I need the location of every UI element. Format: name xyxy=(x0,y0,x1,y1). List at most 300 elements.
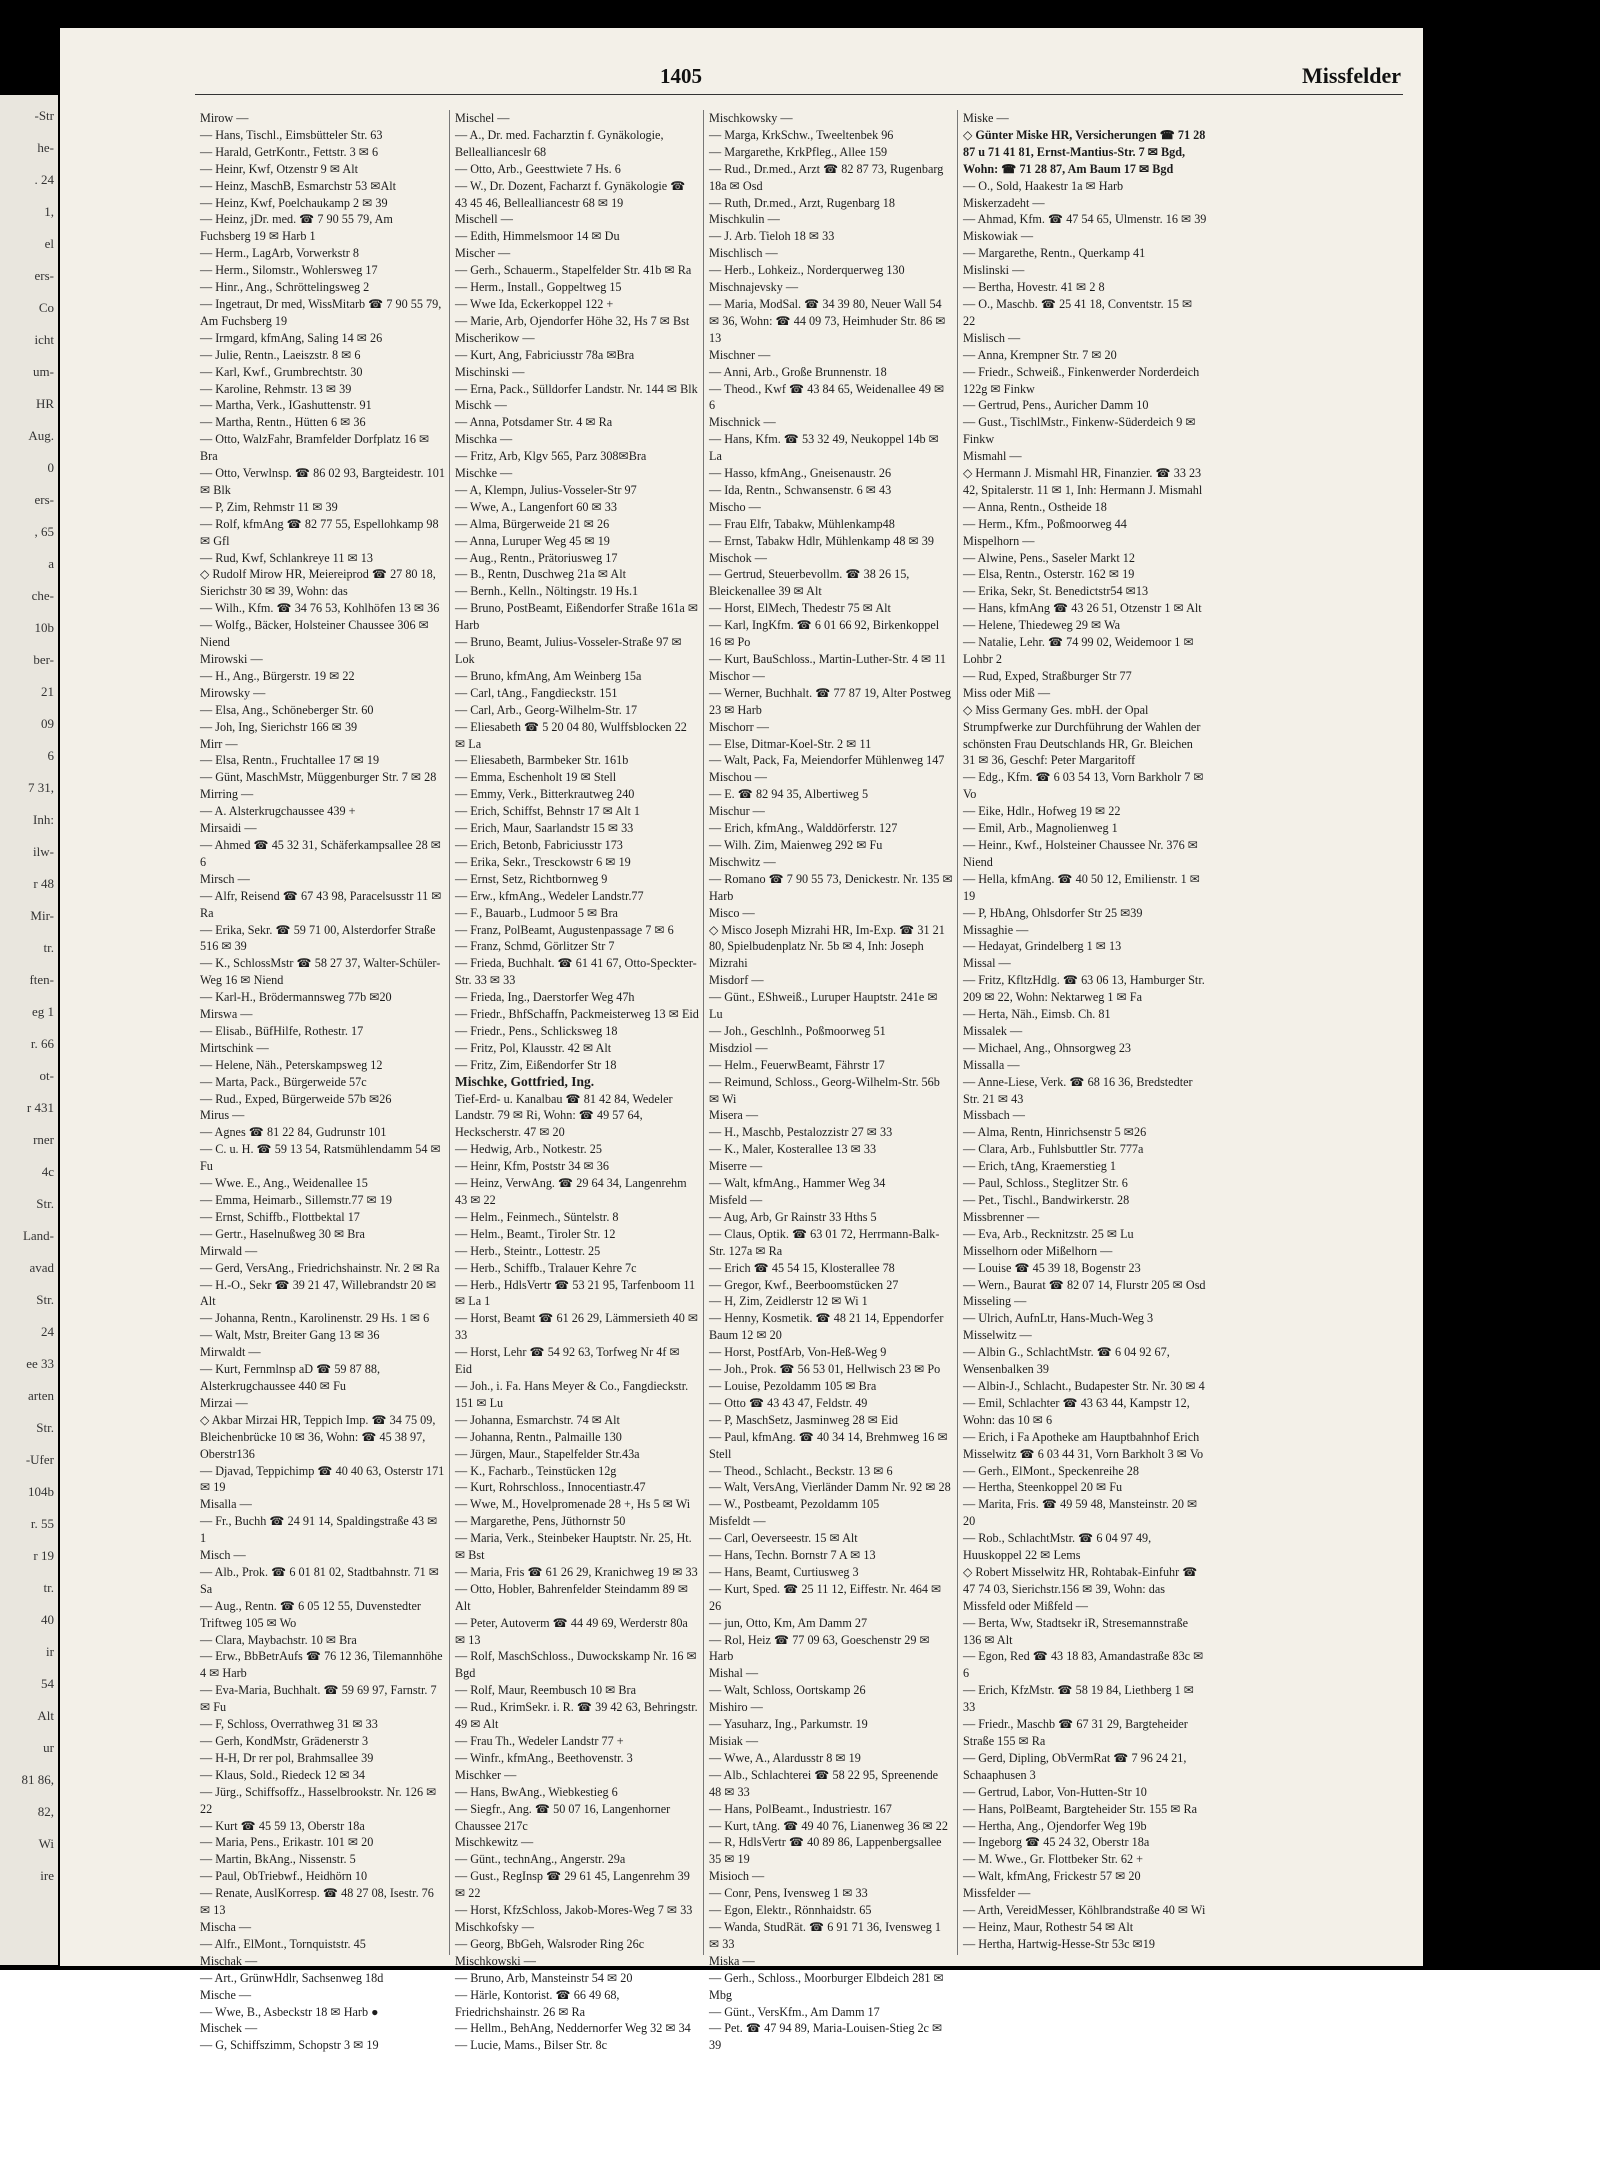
directory-entry: — R, HdlsVertr ☎ 40 89 86, Lappenbergsallee 35 ✉ 19 xyxy=(709,1835,942,1867)
directory-entry: — Otto, Hobler, Bahrenfelder Steindamm 89 ✉ Alt xyxy=(455,1581,689,1613)
directory-entry: Mirwaldt — xyxy=(200,1345,261,1360)
directory-entry: — Hans, PolBeamt., Industriestr. 167 xyxy=(709,1801,892,1816)
directory-entry: — Maria, Pens., Erikastr. 101 ✉ 20 xyxy=(200,1835,374,1850)
directory-entry: — Günt., technAng., Angerstr. 29a xyxy=(455,1852,626,1867)
directory-entry: — Martin, BkAng., Nissenstr. 5 xyxy=(200,1852,356,1867)
directory-entry: — Helm., Beamt., Tiroler Str. 12 xyxy=(455,1226,616,1241)
directory-entry: — Jürgen, Maur., Stapelfelder Str.43a xyxy=(455,1446,640,1461)
directory-entry: — Friedr., BhfSchaffn, Packmeisterweg 13 ✉ Eid xyxy=(455,1007,699,1022)
directory-entry: — Maria, Verk., Steinbeker Hauptstr. Nr. 25, Ht. ✉ Bst xyxy=(455,1531,692,1563)
directory-entry: — Marta, Pack., Bürgerweide 57c xyxy=(200,1074,367,1089)
directory-entry: — Wilh., Kfm. ☎ 34 76 53, Kohlhöfen 13 ✉ 36 xyxy=(200,601,440,616)
left-page-fragment: Str. xyxy=(36,1196,54,1211)
directory-entry: — Gertrud, Labor, Von-Hutten-Str 10 xyxy=(963,1784,1147,1799)
directory-entry: — Härle, Kontorist. ☎ 66 49 68, Friedrichshainstr. 26 ✉ Ra xyxy=(455,1987,620,2019)
directory-entry: — Rol, Heiz ☎ 77 09 63, Goeschenstr 29 ✉ Harb xyxy=(709,1632,930,1664)
directory-entry: — Carl, Arb., Georg-Wilhelm-Str. 17 xyxy=(455,702,638,717)
directory-entry: Mischkowski — xyxy=(455,1953,536,1968)
directory-entry: — Ahmed ☎ 45 32 31, Schäferkampsallee 28 ✉ 6 xyxy=(200,837,441,869)
directory-entry: — Yasuharz, Ing., Parkumstr. 19 xyxy=(709,1717,868,1732)
directory-entry: — Günt, MaschMstr, Müggenburger Str. 7 ✉ 28 xyxy=(200,770,437,785)
column-4 xyxy=(957,110,1211,1955)
directory-entry: Mischo — xyxy=(709,499,761,514)
directory-entry: — Louise ☎ 45 39 18, Bogenstr 23 xyxy=(963,1260,1141,1275)
directory-entry: — Kurt, Sped. ☎ 25 11 12, Eiffestr. Nr. 464 ✉ 26 xyxy=(709,1581,942,1613)
directory-entry: Mislinski — xyxy=(963,263,1025,278)
left-page-fragment: Alt xyxy=(37,1708,54,1723)
left-page-fragment: ber- xyxy=(33,652,54,667)
directory-entry: — Gerd, VersAng., Friedrichshainstr. Nr. 2 ✉ Ra xyxy=(200,1260,440,1275)
directory-entry: — Wwe Ida, Eckerkoppel 122 + xyxy=(455,296,614,311)
directory-entry: Miss oder Miß — xyxy=(963,685,1051,700)
left-page-fragment: 54 xyxy=(41,1676,54,1691)
directory-entry: — Martha, Verk., IGashuttenstr. 91 xyxy=(200,398,372,413)
directory-entry: — Bruno, Arb, Mansteinstr 54 ✉ 20 xyxy=(455,1970,633,1985)
directory-entry: — Wwe, M., Hovelpromenade 28 +, Hs 5 ✉ Wi xyxy=(455,1497,691,1512)
directory-entry: — Bertha, Hovestr. 41 ✉ 2 8 xyxy=(963,280,1105,295)
left-page-fragment: r 19 xyxy=(33,1548,54,1563)
directory-entry: Miske — xyxy=(963,111,1009,125)
directory-entry: — Karl, Kwf., Grumbrechtstr. 30 xyxy=(200,364,363,379)
directory-entry: — Friedr., Schweiß., Finkenwerder Norderdeich 122g ✉ Finkw xyxy=(963,364,1200,396)
directory-entry: Mirowski — xyxy=(200,652,263,666)
directory-entry: — Johanna, Rentn., Palmaille 130 xyxy=(455,1429,622,1444)
directory-entry: — Marie, Arb, Ojendorfer Höhe 32, Hs 7 ✉ Bst xyxy=(455,313,690,328)
directory-entry: — Herb., Lohkeiz., Norderquerweg 130 xyxy=(709,263,905,278)
directory-entry: — Kurt ☎ 45 59 13, Oberstr 18a xyxy=(200,1818,365,1833)
directory-entry: Miskowiak — xyxy=(963,229,1034,244)
adjacent-page-edge xyxy=(0,95,58,1965)
left-page-fragment: 1, xyxy=(44,204,54,219)
directory-entry: — Jürg., Schiffsoffz., Hasselbrookstr. Nr. 126 ✉ 22 xyxy=(200,1784,437,1816)
directory-entry: — Wwe. E., Ang., Weidenallee 15 xyxy=(200,1176,368,1191)
directory-entry: Missbach — xyxy=(963,1108,1025,1123)
left-page-fragment: 40 xyxy=(41,1612,54,1627)
left-page-fragment: avad xyxy=(29,1260,54,1275)
directory-entry: Mischorr — xyxy=(709,719,769,734)
directory-entry: — Hans, Techn. Bornstr 7 A ✉ 13 xyxy=(709,1548,876,1563)
left-page-fragment: 104b xyxy=(28,1484,54,1499)
directory-entry: ◇ Misco Joseph Mizrahi HR, Im-Exp. ☎ 31 21 80, Spielbudenplatz Nr. 5b ✉ 4, Inh: Joseph Mizrahi xyxy=(709,922,945,971)
directory-entry: — Erika, Sekr, St. Benedictstr54 ✉13 xyxy=(963,584,1149,599)
directory-entry: — Erich, KfzMstr. ☎ 58 19 84, Liethberg 1 ✉ 33 xyxy=(963,1683,1194,1715)
directory-entry: — Hertha, Hartwig-Hesse-Str 53c ✉19 xyxy=(963,1936,1155,1951)
directory-entry: — Gust., TischlMstr., Finkenw-Süderdeich 9 ✉ Finkw xyxy=(963,415,1196,447)
directory-entry: — Walt, Schloss, Oortskamp 26 xyxy=(709,1683,866,1698)
left-page-fragment: a xyxy=(48,556,54,571)
directory-entry: — H.-O., Sekr ☎ 39 21 47, Willebrandstr 20 ✉ Alt xyxy=(200,1277,437,1309)
directory-entry: — Alma, Bürgerweide 21 ✉ 26 xyxy=(455,516,610,531)
directory-entry: — Bruno, Beamt, Julius-Vosseler-Straße 97 ✉ Lok xyxy=(455,635,682,666)
directory-entry: — Herb., HdlsVertr ☎ 53 21 95, Tarfenboom 11 ✉ La 1 xyxy=(455,1277,696,1309)
directory-entry: — Erich, i Fa Apotheke am Hauptbahnhof Erich Misselwitz ☎ 6 03 44 31, Vorn Barkholt 3 ✉ Vo xyxy=(963,1429,1204,1461)
directory-entry: — Rud., KrimSekr. i. R. ☎ 39 42 63, Behringstr. 49 ✉ Alt xyxy=(455,1700,698,1732)
directory-entry: — Horst, PostfArb, Von-Heß-Weg 9 xyxy=(709,1345,887,1360)
directory-entry: — Frieda, Ing., Daerstorfer Weg 47h xyxy=(455,990,635,1005)
directory-entry: — Wolfg., Bäcker, Holsteiner Chaussee 306 ✉ Niend xyxy=(200,618,429,650)
directory-entry: — Herb., Steintr., Lottestr. 25 xyxy=(455,1243,601,1258)
left-page-fragment: el xyxy=(44,236,54,251)
directory-entry: — Anna, Krempner Str. 7 ✉ 20 xyxy=(963,347,1117,362)
directory-entry: — Heinr, Kfm, Poststr 34 ✉ 36 xyxy=(455,1159,609,1174)
left-page-fragment: rner xyxy=(33,1132,54,1147)
directory-entry: — Fr., Buchh ☎ 24 91 14, Spaldingstraße 43 ✉ 1 xyxy=(200,1514,438,1546)
directory-entry: — Franz, PolBeamt, Augustenpassage 7 ✉ 6 xyxy=(455,922,674,937)
directory-entry: — Hedayat, Grindelberg 1 ✉ 13 xyxy=(963,939,1122,954)
directory-entry: — Günt., EShweiß., Luruper Hauptstr. 241e ✉ Lu xyxy=(709,990,938,1022)
directory-entry: — Gerh., Schloss., Moorburger Elbdeich 281 ✉ Mbg xyxy=(709,1970,944,2002)
directory-entry: — Anne-Liese, Verk. ☎ 68 16 36, Bredstedter Str. 21 ✉ 43 xyxy=(963,1074,1193,1106)
directory-entry: — Frieda, Buchhalt. ☎ 61 41 67, Otto-Speckter-Str. 33 ✉ 33 xyxy=(455,956,697,988)
directory-entry: — Hans, BwAng., Wiebkestieg 6 xyxy=(455,1784,618,1799)
left-page-fragment: icht xyxy=(34,332,54,347)
directory-entry: Mischek — xyxy=(200,2021,258,2036)
left-page-fragment: 82, xyxy=(37,1804,54,1819)
directory-entry: Mischwitz — xyxy=(709,854,776,869)
directory-entry: — Else, Ditmar-Koel-Str. 2 ✉ 11 xyxy=(709,736,872,751)
left-page-fragment: ers- xyxy=(34,268,54,283)
directory-entry: Tief-Erd- u. Kanalbau ☎ 81 42 84, Wedeler Landstr. 79 ✉ Ri, Wohn: ☎ 49 57 64, Heckscherstr. 47 ✉ 20 xyxy=(455,1091,673,1140)
directory-entry: Misdorf — xyxy=(709,973,764,988)
directory-entry: — Lucie, Mams., Bilser Str. 8c xyxy=(455,2038,607,2053)
running-head: Missfelder xyxy=(1302,63,1401,88)
directory-entry: — Fritz, Arb, Klgv 565, Parz 308✉Bra xyxy=(455,449,647,464)
directory-entry: — Walt, kfmAng., Hammer Weg 34 xyxy=(709,1176,886,1191)
directory-entry: — Erich ☎ 45 54 15, Klosterallee 78 xyxy=(709,1260,895,1275)
directory-entry: — K., SchlossMstr ☎ 58 27 37, Walter-Schüler-Weg 16 ✉ Niend xyxy=(200,956,441,988)
directory-entry: — Eva-Maria, Buchhalt. ☎ 59 69 97, Farnstr. 7 ✉ Fu xyxy=(200,1683,437,1715)
directory-entry: — Hans, kfmAng ☎ 43 26 51, Otzenstr 1 ✉ Alt xyxy=(963,601,1202,616)
directory-entry: — Edg., Kfm. ☎ 6 03 54 13, Vorn Barkholr 7 ✉ Vo xyxy=(963,770,1204,802)
directory-entry: — H., Maschb, Pestalozzistr 27 ✉ 33 xyxy=(709,1125,893,1140)
directory-entry: — Wanda, StudRät. ☎ 6 91 71 36, Ivensweg 1 ✉ 33 xyxy=(709,1919,941,1951)
directory-entry: — Margarethe, Pens, Jüthornstr 50 xyxy=(455,1514,626,1529)
directory-entry: — Natalie, Lehr. ☎ 74 99 02, Weidemoor 1 ✉ Lohbr 2 xyxy=(963,635,1194,666)
directory-entry: — Renate, AuslKorresp. ☎ 48 27 08, Isestr. 76 ✉ 13 xyxy=(200,1886,434,1918)
directory-entry: — Ahmad, Kfm. ☎ 47 54 65, Ulmenstr. 16 ✉ 39 xyxy=(963,212,1207,227)
directory-entry: — Walt, kfmAng, Frickestr 57 ✉ 20 xyxy=(963,1869,1141,1884)
directory-entry: — Wilh. Zim, Maienweg 292 ✉ Fu xyxy=(709,837,883,852)
directory-entry: Mischkofsky — xyxy=(455,1919,534,1934)
directory-entry: — K., Facharb., Teinstücken 12g xyxy=(455,1463,617,1478)
directory-entry: ◇ Günter Miske HR, Versicherungen ☎ 71 28 87 u 71 41 81, Ernst-Mantius-Str. 7 ✉ Bgd, Wohn: ☎ 71 28 87, Am Baum 17 ✉ Bgd xyxy=(963,127,1206,176)
directory-entry: — Heinr, Kwf, Otzenstr 9 ✉ Alt xyxy=(200,161,358,176)
directory-entry: — Frau Th., Wedeler Landstr 77 + xyxy=(455,1734,624,1748)
directory-entry: — F., Bauarb., Ludmoor 5 ✉ Bra xyxy=(455,905,618,920)
directory-entry: — Erika, Sekr. ☎ 59 71 00, Alsterdorfer Straße 516 ✉ 39 xyxy=(200,922,436,954)
directory-entry: — Ingeborg ☎ 45 24 32, Oberstr 18a xyxy=(963,1835,1150,1850)
directory-entry: — Hedwig, Arb., Notkestr. 25 xyxy=(455,1142,602,1157)
directory-entry: — Erw., kfmAng., Wedeler Landstr.77 xyxy=(455,888,644,903)
left-page-fragment: 10b xyxy=(34,620,54,635)
directory-entry: — Helene, Näh., Peterskampsweg 12 xyxy=(200,1057,383,1072)
left-page-fragment: Land- xyxy=(22,1228,54,1243)
directory-entry: Mischel — xyxy=(455,111,510,125)
directory-entry: — Rolf, MaschSchloss., Duwockskamp Nr. 16 ✉ Bgd xyxy=(455,1649,697,1681)
directory-entry: Mischnick — xyxy=(709,415,776,430)
directory-entry: — Anni, Arb., Große Brunnenstr. 18 xyxy=(709,364,887,379)
directory-entry: — Erich, tAng, Kraemerstieg 1 xyxy=(963,1159,1116,1174)
directory-entry: — Wwe, A., Langenfort 60 ✉ 33 xyxy=(455,499,617,514)
directory-entry: Mirsaidi — xyxy=(200,821,257,836)
page-header xyxy=(60,28,1423,93)
left-page-fragment: Str. xyxy=(36,1420,54,1435)
directory-entry: — Ernst, Schiffb., Flottbektal 17 xyxy=(200,1209,360,1224)
left-page-fragment: ilw- xyxy=(33,844,54,859)
directory-entry: — Erich, Betonb, Fabriciusstr 173 xyxy=(455,837,623,852)
directory-entry: Miserre — xyxy=(709,1159,763,1174)
directory-entry: — Joh., Geschlnh., Poßmoorweg 51 xyxy=(709,1023,886,1038)
left-page-fragment: Co xyxy=(38,300,54,315)
directory-entry: — Wern., Baurat ☎ 82 07 14, Flurstr 205 ✉ Osd xyxy=(963,1277,1206,1292)
directory-entry: — Paul, kfmAng. ☎ 40 34 14, Brehmweg 16 ✉ Stell xyxy=(709,1429,948,1461)
directory-entry: — Alfr, Reisend ☎ 67 43 98, Paracelsusstr 11 ✉ Ra xyxy=(200,888,442,920)
directory-entry: — Heinz, jDr. med. ☎ 7 90 55 79, Am Fuchsberg 19 ✉ Harb 1 xyxy=(200,212,393,244)
directory-entry: — A., Dr. med. Facharztin f. Gynäkologie, Belleallianceslr 68 xyxy=(455,127,664,159)
directory-entry: — Werner, Buchhalt. ☎ 77 87 19, Alter Postweg 23 ✉ Harb xyxy=(709,685,951,717)
directory-entry: Mischkulin — xyxy=(709,212,780,227)
directory-entry: Mischur — xyxy=(709,804,765,819)
directory-entry: — Elsa, Rentn., Osterstr. 162 ✉ 19 xyxy=(963,567,1135,582)
directory-entry: Mischka — xyxy=(455,432,513,447)
directory-entry: — Horst, ElMech, Thedestr 75 ✉ Alt xyxy=(709,601,891,616)
directory-entry: — Eliesabeth ☎ 5 20 04 80, Wulffsblocken 22 ✉ La xyxy=(455,719,687,751)
directory-entry: — Theod., Kwf ☎ 43 84 65, Weidenallee 49 ✉ 6 xyxy=(709,381,945,413)
directory-entry: Mirtschink — xyxy=(200,1040,269,1055)
left-page-fragment: . 24 xyxy=(34,172,54,187)
directory-entry: — Heinz, Maur, Rothestr 54 ✉ Alt xyxy=(963,1919,1134,1934)
directory-entry: Mische — xyxy=(200,1987,252,2002)
directory-entry: — Emma, Eschenholt 19 ✉ Stell xyxy=(455,770,617,785)
directory-entry: — Arth, VereidMesser, Köhlbrandstraße 40 ✉ Wi xyxy=(963,1903,1206,1918)
directory-entry: Mischak — xyxy=(200,1953,258,1968)
directory-entry: — Fritz, Zim, Eißendorfer Str 18 xyxy=(455,1057,617,1072)
directory-entry: — Aug., Rentn., Prätoriusweg 17 xyxy=(455,550,618,565)
directory-entry: — Reimund, Schloss., Georg-Wilhelm-Str. 56b ✉ Wi xyxy=(709,1074,940,1106)
left-page-fragment: 0 xyxy=(47,460,54,475)
directory-entry: — Michael, Ang., Ohnsorgweg 23 xyxy=(963,1040,1132,1055)
left-page-fragment: HR xyxy=(35,396,54,411)
left-page-fragment: ire xyxy=(40,1868,54,1883)
left-page-fragment: -Str xyxy=(34,108,54,123)
directory-entry: — Alfr., ElMont., Tornquiststr. 45 xyxy=(200,1936,366,1951)
directory-entry: — Ingetraut, Dr med, WissMitarb ☎ 7 90 55 79, Am Fuchsberg 19 xyxy=(200,296,442,328)
directory-entry: ◇ Rudolf Mirow HR, Meiereiprod ☎ 27 80 18, Sierichstr 30 ✉ 39, Wohn: das xyxy=(200,567,436,599)
directory-entry: — Gerh., Schauerm., Stapelfelder Str. 41b ✉ Ra xyxy=(455,263,692,278)
directory-entry: — Anna, Potsdamer Str. 4 ✉ Ra xyxy=(455,415,613,430)
directory-entry: — Herb., Schiffb., Tralauer Kehre 7c xyxy=(455,1260,637,1275)
directory-entry: — Herta, Näh., Eimsb. Ch. 81 xyxy=(963,1007,1111,1022)
directory-entry: — Elsa, Ang., Schöneberger Str. 60 xyxy=(200,702,374,717)
directory-entry: — Hellm., BehAng, Neddernorfer Weg 32 ✉ 34 xyxy=(455,2021,691,2036)
directory-entry: — C. u. H. ☎ 59 13 54, Ratsmühlendamm 54 ✉ Fu xyxy=(200,1142,441,1174)
directory-entry: — Rud, Kwf, Schlankreye 11 ✉ 13 xyxy=(200,550,373,565)
directory-entry: Mirus — xyxy=(200,1108,245,1123)
directory-entry: — Winfr., kfmAng., Beethovenstr. 3 xyxy=(455,1750,633,1765)
directory-entry: — Rud., Exped, Bürgerweide 57b ✉26 xyxy=(200,1091,392,1106)
left-page-fragment: 7 31, xyxy=(28,780,54,795)
left-page-fragment: ir xyxy=(46,1644,54,1659)
directory-entry: Mislisch — xyxy=(963,330,1021,345)
directory-entry: Mirswa — xyxy=(200,1007,253,1022)
directory-entry: — Romano ☎ 7 90 55 73, Denickestr. Nr. 135 ✉ Harb xyxy=(709,871,953,903)
left-page-fragment: r. 66 xyxy=(30,1036,54,1051)
directory-entry: — Ida, Rentn., Schwansenstr. 6 ✉ 43 xyxy=(709,482,892,497)
directory-entry: ◇ Robert Misselwitz HR, Rohtabak-Einfuhr ☎ 47 74 03, Sierichstr.156 ✉ 39, Wohn: das xyxy=(963,1564,1198,1596)
directory-entry: — J. Arb. Tieloh 18 ✉ 33 xyxy=(709,229,835,244)
directory-entry: — Hella, kfmAng. ☎ 40 50 12, Emilienstr. 1 ✉ 19 xyxy=(963,871,1200,903)
directory-entry: Mischer — xyxy=(455,246,511,261)
left-page-fragment: 4c xyxy=(41,1164,54,1179)
directory-entry: Misfeld — xyxy=(709,1193,763,1207)
directory-entry: — Joh., Prok. ☎ 56 53 01, Hellwisch 23 ✉ Po xyxy=(709,1362,941,1377)
directory-entry: Mischou — xyxy=(709,770,767,785)
directory-entry: — Hans, Beamt, Curtiusweg 3 xyxy=(709,1564,859,1579)
directory-entry: — Horst, Lehr ☎ 54 92 63, Torfweg Nr 4f ✉ Eid xyxy=(455,1345,680,1377)
directory-entry: — Agnes ☎ 81 22 84, Gudrunstr 101 xyxy=(200,1125,387,1140)
directory-entry: — P, HbAng, Ohlsdorfer Str 25 ✉39 xyxy=(963,905,1143,920)
directory-entry: — Hertha, Ang., Ojendorfer Weg 19b xyxy=(963,1818,1147,1833)
directory-entry: — Conr, Pens, Ivensweg 1 ✉ 33 xyxy=(709,1886,868,1901)
directory-entry: — Margarethe, Rentn., Querkamp 41 xyxy=(963,246,1146,261)
directory-entry: — Erika, Sekr., Tresckowstr 6 ✉ 19 xyxy=(455,854,631,869)
directory-entry: — Joh, Ing, Sierichstr 166 ✉ 39 xyxy=(200,719,358,734)
directory-entry: — Frau Elfr, Tabakw, Mühlenkamp48 xyxy=(709,516,895,531)
directory-entry: — Erich, Schiffst, Behnstr 17 ✉ Alt 1 xyxy=(455,804,641,819)
directory-entry: Mischk — xyxy=(455,398,507,413)
directory-entry: — Edith, Himmelsmoor 14 ✉ Du xyxy=(455,229,620,244)
directory-entry: Misselwitz — xyxy=(963,1328,1032,1343)
directory-entry: — Louise, Pezoldamm 105 ✉ Bra xyxy=(709,1378,877,1393)
directory-entry: — W., Dr. Dozent, Facharzt f. Gynäkologie ☎ 43 45 46, Bellealliancestr 68 ✉ 19 xyxy=(455,178,686,210)
directory-entry: — Anna, Rentn., Ostheide 18 xyxy=(963,499,1107,514)
directory-entry: — Alb., Prok. ☎ 6 01 81 02, Stadtbahnstr. 71 ✉ Sa xyxy=(200,1564,440,1596)
directory-entry: — Berta, Ww, Stadtsekr iR, Stresemannstraße 136 ✉ Alt xyxy=(963,1615,1189,1647)
directory-entry: — Herm., Install., Goppeltweg 15 xyxy=(455,280,622,295)
left-page-fragment: r 48 xyxy=(33,876,54,891)
directory-entry: — Joh., i. Fa. Hans Meyer & Co., Fangdieckstr. 151 ✉ Lu xyxy=(455,1378,689,1410)
directory-entry: Mirzai — xyxy=(200,1395,248,1410)
left-page-fragment: ur xyxy=(43,1740,54,1755)
directory-entry: Miska — xyxy=(709,1953,755,1968)
directory-entry: — Alwine, Pens., Saseler Markt 12 xyxy=(963,550,1135,565)
directory-entry: — Egon, Elektr., Rönnhaidstr. 65 xyxy=(709,1903,872,1918)
left-page-fragment: tr. xyxy=(43,940,54,955)
directory-entry: — Gertr., Haselnußweg 30 ✉ Bra xyxy=(200,1226,365,1241)
left-page-fragment: Wi xyxy=(38,1836,54,1851)
directory-entry: — Helm., Feinmech., Süntelstr. 8 xyxy=(455,1209,619,1224)
directory-entry: Misiak — xyxy=(709,1734,759,1748)
left-page-fragment: r. 55 xyxy=(30,1516,54,1531)
directory-entry: Misfeldt — xyxy=(709,1514,766,1529)
directory-entry: — Djavad, Teppichimp ☎ 40 40 63, Osterstr 171 ✉ 19 xyxy=(200,1463,445,1495)
directory-entry: — Emil, Schlachter ☎ 43 63 44, Kampstr 12, Wohn: das 10 ✉ 6 xyxy=(963,1395,1190,1427)
directory-entry: Mirr — xyxy=(200,736,238,751)
directory-entry: — Johanna, Esmarchstr. 74 ✉ Alt xyxy=(455,1412,620,1427)
directory-entry: — Klaus, Sold., Riedeck 12 ✉ 34 xyxy=(200,1767,365,1782)
directory-entry: — Ernst, Setz, Richtbornweg 9 xyxy=(455,871,608,886)
left-page-fragment: , 65 xyxy=(34,524,54,539)
directory-entry: — Horst, KfzSchloss, Jakob-Mores-Weg 7 ✉ 33 xyxy=(455,1903,693,1918)
directory-entry: — Maria, ModSal. ☎ 34 39 80, Neuer Wall 54 ✉ 36, Wohn: ☎ 44 09 73, Heimhuder Str. 86 ✉ 13 xyxy=(709,296,946,345)
directory-entry: — Henny, Kosmetik. ☎ 48 21 14, Eppendorfer Baum 12 ✉ 20 xyxy=(709,1311,944,1343)
directory-entry: — A, Klempn, Julius-Vosseler-Str 97 xyxy=(455,482,637,497)
directory-entry: — Otto, Verwlnsp. ☎ 86 02 93, Bargteidestr. 101 ✉ Blk xyxy=(200,466,445,497)
directory-entry: Mispelhorn — xyxy=(963,533,1035,548)
directory-entry: Mismahl — xyxy=(963,449,1022,464)
directory-entry: — Julie, Rentn., Laeiszstr. 8 ✉ 6 xyxy=(200,347,361,362)
directory-entry: — Claus, Optik. ☎ 63 01 72, Herrmann-Balk-Str. 127a ✉ Ra xyxy=(709,1226,940,1258)
directory-entry: — H, Zim, Zeidlerstr 12 ✉ Wi 1 xyxy=(709,1294,868,1309)
directory-entry: Mischerikow — xyxy=(455,330,535,345)
header-rule xyxy=(195,94,1403,95)
directory-entry: — Maria, Fris ☎ 61 26 29, Kranichweg 19 ✉ 33 xyxy=(455,1564,698,1579)
left-page-fragment: ee 33 xyxy=(26,1356,54,1371)
left-page-fragment: tr. xyxy=(43,1580,54,1595)
directory-entry: — Alb., Schlachterei ☎ 58 22 95, Spreenende 48 ✉ 33 xyxy=(709,1767,939,1799)
directory-entry: — Ruth, Dr.med., Arzt, Rugenbarg 18 xyxy=(709,195,895,210)
directory-entry: — Gregor, Kwf., Beerboomstücken 27 xyxy=(709,1277,899,1292)
left-page-fragment: Aug. xyxy=(28,428,54,443)
directory-entry: — Margarethe, KrkPfleg., Allee 159 xyxy=(709,144,888,159)
directory-entry: — O., Maschb. ☎ 25 41 18, Conventstr. 15 ✉ 22 xyxy=(963,296,1193,328)
left-page-fragment: ften- xyxy=(29,972,54,987)
directory-entry: — Johanna, Rentn., Karolinenstr. 29 Hs. 1 ✉ 6 xyxy=(200,1311,430,1326)
directory-entry: Misseling — xyxy=(963,1294,1027,1309)
directory-entry: — Karl-H., Brödermannsweg 77b ✉20 xyxy=(200,990,392,1005)
directory-entry: — M. Wwe., Gr. Flottbeker Str. 62 + xyxy=(963,1852,1143,1867)
directory-entry: Miskerzadeht — xyxy=(963,195,1045,210)
directory-entry: Misioch — xyxy=(709,1869,765,1884)
directory-entry: — Rob., SchlachtMstr. ☎ 6 04 97 49, Huuskoppel 22 ✉ Lems xyxy=(963,1531,1152,1563)
directory-entry: — Gerh, KondMstr, Grädenerstr 3 xyxy=(200,1734,369,1748)
directory-entry: — Elisab., BüfHilfe, Rothestr. 17 xyxy=(200,1023,364,1038)
directory-entry: — A. Alsterkrugchaussee 439 + xyxy=(200,804,356,819)
directory-entry: Mishal — xyxy=(709,1666,759,1681)
directory-entry: — Herm., Kfm., Poßmoorweg 44 xyxy=(963,516,1127,531)
left-page-fragment: he- xyxy=(37,140,54,155)
directory-entry: — Erna, Pack., Sülldorfer Landstr. Nr. 144 ✉ Blk xyxy=(455,381,698,396)
directory-entry: — Eva, Arb., Recknitzstr. 25 ✉ Lu xyxy=(963,1226,1134,1241)
directory-entry: — Eike, Hdlr., Hofweg 19 ✉ 22 xyxy=(963,804,1121,819)
directory-entry: — Hertha, Steenkoppel 20 ✉ Fu xyxy=(963,1480,1123,1495)
directory-entry: Mischok — xyxy=(709,550,767,565)
directory-entry: — Gertrud, Pens., Auricher Damm 10 xyxy=(963,398,1149,413)
directory-entry: Misselhorn oder Mißelhorn — xyxy=(963,1243,1113,1258)
directory-entry: — K., Maler, Kosterallee 13 ✉ 33 xyxy=(709,1142,877,1157)
directory-entry: — Eliesabeth, Barmbeker Str. 161b xyxy=(455,753,629,768)
directory-entry: Mischkewitz — xyxy=(455,1835,534,1850)
directory-entry: — Bruno, PostBeamt, Eißendorfer Straße 161a ✉ Harb xyxy=(455,601,699,633)
left-page-fragment: ers- xyxy=(34,492,54,507)
directory-entry: — Wwe, B., Asbeckstr 18 ✉ Harb ● xyxy=(200,2004,379,2019)
directory-entry: — Carl, tAng., Fangdieckstr. 151 xyxy=(455,685,618,700)
directory-entry: — Herm., Silomstr., Wohlersweg 17 xyxy=(200,263,378,278)
directory-entry: Mirow — xyxy=(200,111,249,125)
directory-entry: — jun, Otto, Km, Am Damm 27 xyxy=(709,1615,868,1630)
directory-entry: — Franz, Schmd, Görlitzer Str 7 xyxy=(455,939,615,954)
directory-entry: — Fritz, Pol, Klausstr. 42 ✉ Alt xyxy=(455,1040,612,1055)
directory-entry: Mirowsky — xyxy=(200,685,266,700)
directory-entry: — Bruno, kfmAng, Am Weinberg 15a xyxy=(455,668,642,683)
directory-entry: — Heinz, Kwf, Poelchaukamp 2 ✉ 39 xyxy=(200,195,388,210)
directory-entry: — Emil, Arb., Magnolienweg 1 xyxy=(963,821,1118,836)
directory-entry: Mischa — xyxy=(200,1919,252,1934)
directory-entry: — Günt., VersKfm., Am Damm 17 xyxy=(709,2004,880,2019)
directory-entry: — Rud., Dr.med., Arzt ☎ 82 87 73, Rugenbarg 18a ✉ Osd xyxy=(709,161,944,193)
directory-entry: — Erich, kfmAng., Walddörferstr. 127 xyxy=(709,821,898,836)
directory-entry: — Marga, KrkSchw., Tweeltenbek 96 xyxy=(709,127,894,142)
